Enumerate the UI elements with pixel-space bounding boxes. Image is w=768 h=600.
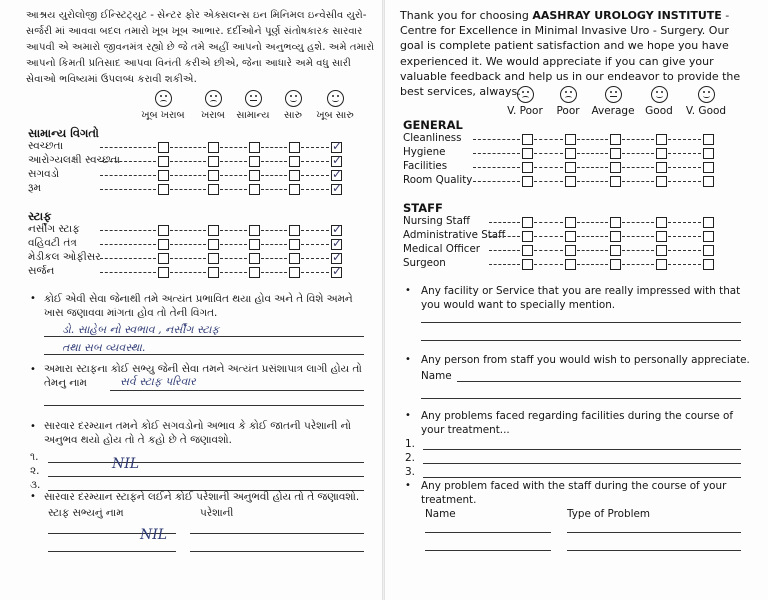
poor-face-icon (205, 90, 222, 107)
leader-line (534, 250, 563, 251)
rating-checkbox[interactable] (289, 142, 300, 153)
rating-checkbox[interactable] (703, 148, 714, 159)
leader-line (622, 236, 654, 237)
leader-line (170, 230, 206, 231)
leader-line (170, 258, 206, 259)
leader-line (261, 230, 287, 231)
rating-checkbox[interactable] (610, 148, 621, 159)
leader-line (622, 139, 654, 140)
checkmark-icon: ✓ (332, 181, 343, 195)
rating-checkbox[interactable] (565, 217, 576, 228)
leader-line (668, 153, 701, 154)
answer-line[interactable] (425, 532, 551, 533)
very-poor-face-icon (517, 86, 534, 103)
rating-checkbox[interactable] (565, 148, 576, 159)
rating-checkbox[interactable] (208, 239, 219, 250)
leader-line (301, 147, 329, 148)
leader-line (170, 161, 206, 162)
answer-line[interactable] (423, 477, 741, 478)
general-row-label: Cleanliness (403, 132, 462, 144)
leader-line (220, 258, 247, 259)
staff-section-title: સ્ટાફ (28, 209, 52, 223)
general-row-label: રૂમ (28, 182, 41, 194)
rating-checkbox[interactable] (208, 225, 219, 236)
checkmark-icon: ✓ (332, 264, 343, 278)
answer-number: 3. (405, 466, 416, 478)
leader-line (489, 264, 520, 265)
rating-label: Good (645, 105, 673, 117)
answer-line[interactable] (48, 462, 364, 463)
checkmark-icon: ✓ (332, 139, 343, 153)
leader-line (220, 147, 247, 148)
bullet-icon: • (405, 354, 411, 365)
rating-checkbox[interactable] (522, 259, 533, 270)
leader-line (220, 244, 247, 245)
rating-checkbox[interactable] (289, 225, 300, 236)
rating-checkbox[interactable] (565, 134, 576, 145)
leader-line (668, 181, 701, 182)
leader-line (668, 222, 701, 223)
leader-line (301, 272, 329, 273)
answer-number: 2. (405, 452, 416, 464)
rating-checkbox[interactable] (289, 267, 300, 278)
leader-line (622, 181, 654, 182)
question-impressed-service: Any facility or Service that you are really impressed with that you would want to specially mention. (421, 285, 741, 311)
leader-line (577, 222, 608, 223)
handwritten-answer: NIL (140, 527, 168, 543)
rating-checkbox[interactable] (656, 245, 667, 256)
rating-checkbox[interactable] (656, 134, 667, 145)
leader-line (577, 139, 608, 140)
answer-line[interactable] (44, 354, 364, 355)
leader-line (473, 139, 520, 140)
name-label: Name (421, 370, 452, 382)
staff-row-label: મેડીકલ ઓફીસર (28, 251, 101, 263)
leader-line (534, 264, 563, 265)
leader-line (301, 244, 329, 245)
handwritten-answer: ડો. સાહેબ નો સ્વભાવ , નર્સીંગ સ્ટાફ (62, 323, 220, 336)
rating-checkbox[interactable] (249, 184, 260, 195)
leader-line (577, 250, 608, 251)
leader-line (622, 167, 654, 168)
rating-checkbox[interactable] (158, 253, 169, 264)
rating-checkbox[interactable] (703, 245, 714, 256)
leader-line (622, 153, 654, 154)
rating-label: V. Poor (507, 105, 543, 117)
intro-text (400, 8, 755, 99)
leader-line (473, 181, 520, 182)
rating-checkbox[interactable] (249, 142, 260, 153)
leader-line (301, 161, 329, 162)
rating-checkbox[interactable] (249, 239, 260, 250)
answer-number: ૨. (30, 465, 40, 477)
leader-line (668, 236, 701, 237)
staff-section-title: STAFF (403, 201, 443, 215)
general-row-label: સ્વચ્છતા (28, 140, 64, 152)
leader-line (261, 258, 287, 259)
rating-label: ખરાબ (201, 110, 225, 121)
rating-checkbox[interactable] (249, 267, 260, 278)
bullet-icon: • (30, 364, 36, 375)
leader-line (100, 175, 156, 176)
answer-line[interactable] (421, 398, 741, 399)
leader-line (261, 161, 287, 162)
question-impressed-service: કોઈ એવી સેવા જેનાથી તમે અત્યંત પ્રભાવિત થયા હોવ અને તે વિશે અમને ખાસ જણાવવા માંગતા હોવ તો તેની વિગત. (44, 293, 353, 319)
leader-line (534, 139, 563, 140)
average-face-icon (605, 86, 622, 103)
answer-line[interactable] (423, 449, 741, 450)
handwritten-answer: તથા સબ વ્યવસ્થા. (62, 341, 146, 354)
leader-line (100, 161, 156, 162)
rating-checkbox[interactable] (522, 231, 533, 242)
leader-line (668, 264, 701, 265)
question-appreciate-staff: Any person from staff you would wish to personally appreciate. (421, 354, 750, 366)
general-row-label: Room Quality (403, 174, 473, 186)
leader-line (534, 181, 563, 182)
rating-checkbox[interactable] (158, 184, 169, 195)
leader-line (534, 236, 563, 237)
rating-checkbox[interactable] (703, 134, 714, 145)
leader-line (100, 230, 156, 231)
rating-checkbox[interactable] (208, 156, 219, 167)
rating-checkbox[interactable] (249, 225, 260, 236)
leader-line (220, 272, 247, 273)
checkmark-icon: ✓ (332, 222, 343, 236)
rating-checkbox[interactable] (522, 217, 533, 228)
general-row-label: Facilities (403, 160, 448, 172)
leader-line (261, 189, 287, 190)
very-good-face-icon (327, 90, 344, 107)
poor-face-icon (560, 86, 577, 103)
rating-checkbox[interactable] (565, 245, 576, 256)
rating-checkbox[interactable] (249, 170, 260, 181)
answer-line[interactable] (44, 405, 364, 406)
staff-row-label: સર્જન (28, 265, 55, 277)
leader-line (622, 264, 654, 265)
leader-line (577, 153, 608, 154)
question-facility-problems: સારવાર દરમ્યાન તમને કોઈ સગવડોનો અભાવ કે કોઈ જાતની પરેશાની નો અનુભવ થયો હોય તો તે કહો છે તે જણાવશો. (44, 420, 351, 446)
intro-part: - Centre for Excellence in Minimal Invasive Uro - Surgery. Our goal is complete patient satisfaction and we hope you have experienced it. We would appreciate if you can give your valuable feedback and help us in our endeavor to provide the best services, always. (400, 9, 741, 99)
leader-line (220, 175, 247, 176)
rating-checkbox[interactable] (610, 259, 621, 270)
leader-line (261, 272, 287, 273)
answer-line[interactable] (423, 463, 741, 464)
leader-line (220, 230, 247, 231)
leader-line (220, 161, 247, 162)
leader-line (220, 189, 247, 190)
rating-checkbox[interactable] (610, 217, 621, 228)
bullet-icon: • (30, 293, 36, 304)
rating-checkbox[interactable] (158, 156, 169, 167)
staff-row-label: વહિવટી તંત્ર (28, 237, 77, 249)
intro-text: આશ્રય યુરોલોજી ઈન્સ્ટિટ્યુટ - સેન્ટર ફોર એક્સલન્સ ઇન મિનિમલ ઇન્વેસીવ યુરો-સર્જરી માં આવવા બદલ તમારો ખૂબ ખૂબ આભાર. દર્દીઓને પૂર્ણ સંતોષકારક સારવાર આપવી એ અમારો જીવનમંત્ર રહ્યો છે જે તમે અહીં આપનો અનુભવ્યુ હશે. અમે તમારો આપનો કિમતી પ્રતિસાદ આપવા વિનંતી કરીએ છીએ, જેના આધારે અમે વધુ સારી સેવાઓ ભવિષ્યમાં ઉપલબ્ધ કરાવી શકીએ. (26, 10, 375, 85)
rating-label: Poor (556, 105, 580, 117)
answer-number: ૧. (30, 451, 39, 463)
leader-line (261, 147, 287, 148)
leader-line (170, 272, 206, 273)
rating-checkbox[interactable] (610, 134, 621, 145)
checkmark-icon: ✓ (332, 167, 343, 181)
leader-line (534, 167, 563, 168)
answer-number: 1. (405, 438, 416, 450)
rating-checkbox[interactable] (522, 162, 533, 173)
rating-checkbox[interactable] (565, 176, 576, 187)
bullet-icon: • (30, 491, 36, 502)
staff-row-label: Administrative Staff (403, 229, 506, 241)
answer-line[interactable] (110, 390, 364, 391)
answer-line[interactable] (425, 550, 551, 551)
rating-label: ખૂબ ખરાબ (141, 110, 185, 121)
answer-line[interactable] (421, 322, 741, 323)
answer-line[interactable] (44, 336, 364, 337)
rating-checkbox[interactable] (703, 162, 714, 173)
leader-line (668, 167, 701, 168)
leader-line (534, 153, 563, 154)
rating-checkbox[interactable] (703, 259, 714, 270)
rating-checkbox[interactable] (656, 148, 667, 159)
leader-line (170, 147, 206, 148)
general-section-title: સામાન્ય વિગતો (28, 126, 99, 140)
good-face-icon (651, 86, 668, 103)
rating-label: ખૂબ સારુ (316, 110, 354, 121)
general-row-label: Hygiene (403, 146, 446, 158)
leader-line (534, 222, 563, 223)
column-label-staff-name: સ્ટાફ સભ્યનું નામ (48, 507, 124, 519)
intro-part: Thank you for choosing (400, 9, 533, 22)
answer-line[interactable] (190, 551, 364, 552)
answer-line[interactable] (190, 533, 364, 534)
rating-checkbox[interactable] (610, 231, 621, 242)
leader-line (668, 139, 701, 140)
column-label-problem: પરેશાની (200, 507, 234, 519)
rating-checkbox[interactable] (289, 170, 300, 181)
question-staff-problems: સારવાર દરમ્યાન સ્ટાફને લઈને કોઈ પરેશાની અનુભવી હોય તો તે જણાવશો. (44, 491, 360, 503)
question-facility-problems: Any problems faced regarding facilities during the course of your treatment... (421, 410, 734, 436)
general-row-label: સગવડો (28, 168, 60, 180)
rating-checkbox[interactable] (656, 217, 667, 228)
leader-line (489, 236, 520, 237)
leader-line (100, 258, 156, 259)
leader-line (668, 250, 701, 251)
rating-checkbox[interactable] (158, 225, 169, 236)
leader-line (301, 258, 329, 259)
leader-line (261, 244, 287, 245)
bullet-icon: • (405, 410, 411, 421)
handwritten-answer: NIL (112, 456, 140, 472)
rating-checkbox[interactable] (522, 245, 533, 256)
rating-checkbox[interactable] (208, 170, 219, 181)
leader-line (473, 167, 520, 168)
rating-checkbox[interactable] (656, 259, 667, 270)
rating-checkbox[interactable] (208, 267, 219, 278)
rating-checkbox[interactable] (703, 231, 714, 242)
staff-row-label: Medical Officer (403, 243, 481, 255)
leader-line (489, 250, 520, 251)
leader-line (577, 181, 608, 182)
answer-line[interactable] (567, 550, 741, 551)
good-face-icon (285, 90, 302, 107)
leader-line (622, 250, 654, 251)
rating-checkbox[interactable] (656, 231, 667, 242)
rating-checkbox[interactable] (565, 162, 576, 173)
leader-line (170, 175, 206, 176)
handwritten-answer: સર્વ સ્ટાફ પરિવાર (120, 375, 196, 388)
rating-checkbox[interactable] (703, 176, 714, 187)
leader-line (577, 236, 608, 237)
rating-checkbox[interactable] (158, 170, 169, 181)
rating-checkbox[interactable] (610, 176, 621, 187)
rating-checkbox[interactable] (289, 156, 300, 167)
leader-line (301, 189, 329, 190)
institute-name: AASHRAY UROLOGY INSTITUTE (532, 9, 722, 22)
leader-line (100, 272, 156, 273)
rating-checkbox[interactable] (522, 134, 533, 145)
rating-checkbox[interactable] (289, 239, 300, 250)
answer-number: ૩. (30, 479, 41, 491)
rating-checkbox[interactable] (208, 253, 219, 264)
rating-checkbox[interactable] (158, 239, 169, 250)
question-staff-problems: Any problem faced with the staff during the course of your treatment. (421, 480, 727, 506)
rating-label: સારુ (284, 110, 302, 121)
staff-row-label: Nursing Staff (403, 215, 471, 227)
column-label-name: Name (425, 508, 456, 520)
leader-line (100, 244, 156, 245)
general-section-title: GENERAL (403, 118, 463, 132)
rating-checkbox[interactable] (610, 162, 621, 173)
answer-line[interactable] (457, 381, 741, 382)
checkmark-icon: ✓ (332, 153, 343, 167)
leader-line (170, 244, 206, 245)
rating-checkbox[interactable] (656, 176, 667, 187)
very-poor-face-icon (155, 90, 172, 107)
answer-line[interactable] (48, 551, 176, 552)
staff-row-label: Surgeon (403, 257, 446, 269)
feedback-form-english (385, 0, 768, 600)
answer-line[interactable] (48, 476, 364, 477)
rating-label: Average (591, 105, 635, 117)
average-face-icon (245, 90, 262, 107)
leader-line (489, 222, 520, 223)
staff-row-label: નર્સીંગ સ્ટાફ (28, 223, 80, 235)
rating-checkbox[interactable] (656, 162, 667, 173)
leader-line (577, 167, 608, 168)
rating-checkbox[interactable] (522, 148, 533, 159)
leader-line (100, 147, 156, 148)
rating-checkbox[interactable] (249, 253, 260, 264)
leader-line (473, 153, 520, 154)
rating-checkbox[interactable] (289, 253, 300, 264)
checkmark-icon: ✓ (332, 236, 343, 250)
rating-checkbox[interactable] (289, 184, 300, 195)
answer-line[interactable] (567, 532, 741, 533)
leader-line (170, 189, 206, 190)
leader-line (622, 222, 654, 223)
bullet-icon: • (405, 285, 411, 296)
feedback-form-gujarati (0, 0, 383, 600)
rating-checkbox[interactable] (522, 176, 533, 187)
column-label-problem-type: Type of Problem (567, 508, 650, 520)
rating-label: સામાન્ય (236, 110, 270, 121)
bullet-icon: • (405, 480, 411, 491)
leader-line (261, 175, 287, 176)
rating-checkbox[interactable] (565, 259, 576, 270)
rating-checkbox[interactable] (158, 267, 169, 278)
rating-checkbox[interactable] (565, 231, 576, 242)
general-row-label: આરોગ્યલક્ષી સ્વચ્છતા (28, 154, 120, 166)
rating-checkbox[interactable] (158, 142, 169, 153)
rating-label: V. Good (685, 105, 727, 117)
leader-line (301, 175, 329, 176)
bullet-icon: • (30, 421, 36, 432)
leader-line (100, 189, 156, 190)
leader-line (577, 264, 608, 265)
answer-line[interactable] (421, 340, 741, 341)
rating-checkbox[interactable] (610, 245, 621, 256)
rating-checkbox[interactable] (249, 156, 260, 167)
leader-line (301, 230, 329, 231)
checkmark-icon: ✓ (332, 250, 343, 264)
very-good-face-icon (698, 86, 715, 103)
rating-checkbox[interactable] (208, 184, 219, 195)
rating-checkbox[interactable] (703, 217, 714, 228)
question-appreciate-staff: અમારા સ્ટાફના કોઈ સભ્યુ જેની સેવા તમને અત્યંત પ્રસંશાપાત્ર લાગી હોય તો તેમનુ નામ (44, 363, 362, 389)
rating-checkbox[interactable] (208, 142, 219, 153)
